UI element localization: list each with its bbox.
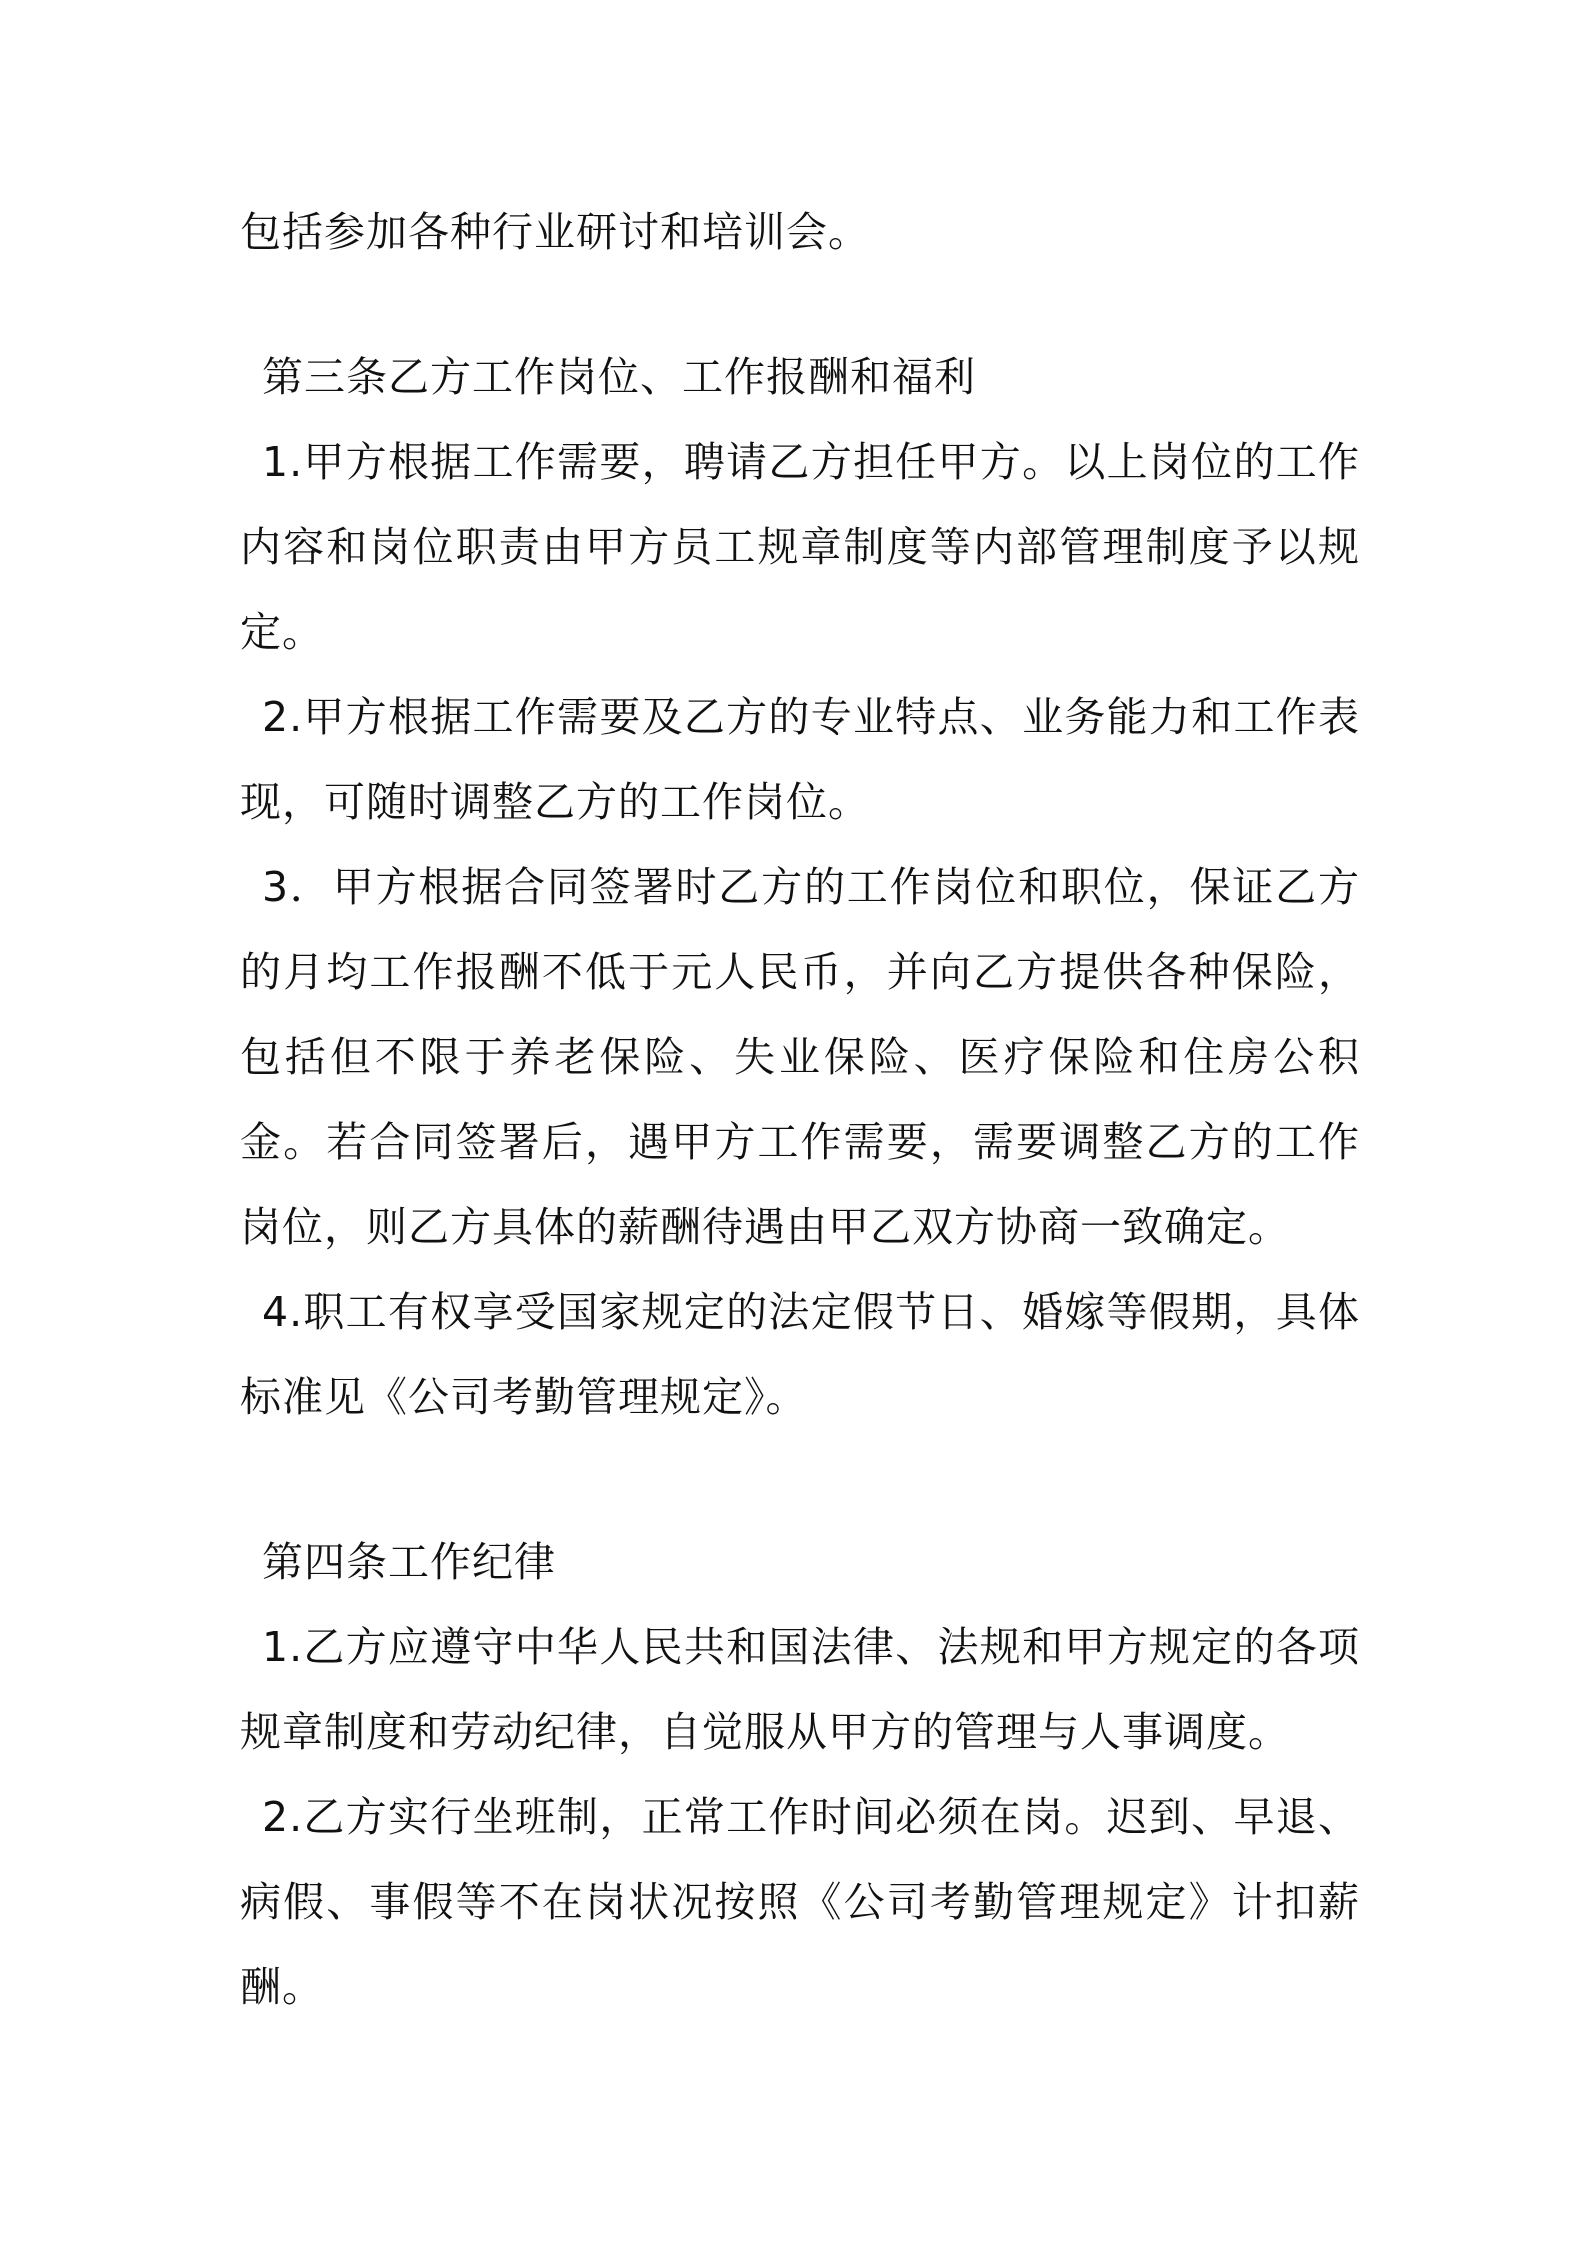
continuation-text: 包括参加各种行业研讨和培训会。 xyxy=(240,208,870,256)
article-3-item-1: 1.甲方根据工作需要，聘请乙方担任甲方。以上岗位的工作内容和岗位职责由甲方员工规章制度等内部管理制度予以规定。 xyxy=(240,438,1360,656)
article-4-item-2: 2.乙方实行坐班制，正常工作时间必须在岗。迟到、早退、病假、事假等不在岗状况按照《公司考勤管理规定》计扣薪酬。 xyxy=(240,1793,1360,2011)
article-4-heading: 第四条工作纪律 xyxy=(262,1538,556,1586)
document-body xyxy=(240,190,1360,2030)
article-3-item-4: 4.职工有权享受国家规定的法定假节日、婚嫁等假期，具体标准见《公司考勤管理规定》。 xyxy=(240,1288,1360,1421)
article-3-item-3: 3．甲方根据合同签署时乙方的工作岗位和职位，保证乙方的月均工作报酬不低于元人民币，并向乙方提供各种保险，包括但不限于养老保险、失业保险、医疗保险和住房公积金。若合同签署后，遇甲方工作需要，需要调整乙方的工作岗位，则乙方具体的薪酬待遇由甲乙双方协商一致确定。 xyxy=(240,863,1360,1251)
article-4 xyxy=(240,1520,1360,2030)
article-3 xyxy=(240,335,1360,1440)
article-4-item-1: 1.乙方应遵守中华人民共和国法律、法规和甲方规定的各项规章制度和劳动纪律，自觉服从甲方的管理与人事调度。 xyxy=(240,1623,1360,1756)
article-3-item-2: 2.甲方根据工作需要及乙方的专业特点、业务能力和工作表现，可随时调整乙方的工作岗位。 xyxy=(240,693,1360,826)
article-3-heading: 第三条乙方工作岗位、工作报酬和福利 xyxy=(262,353,976,401)
